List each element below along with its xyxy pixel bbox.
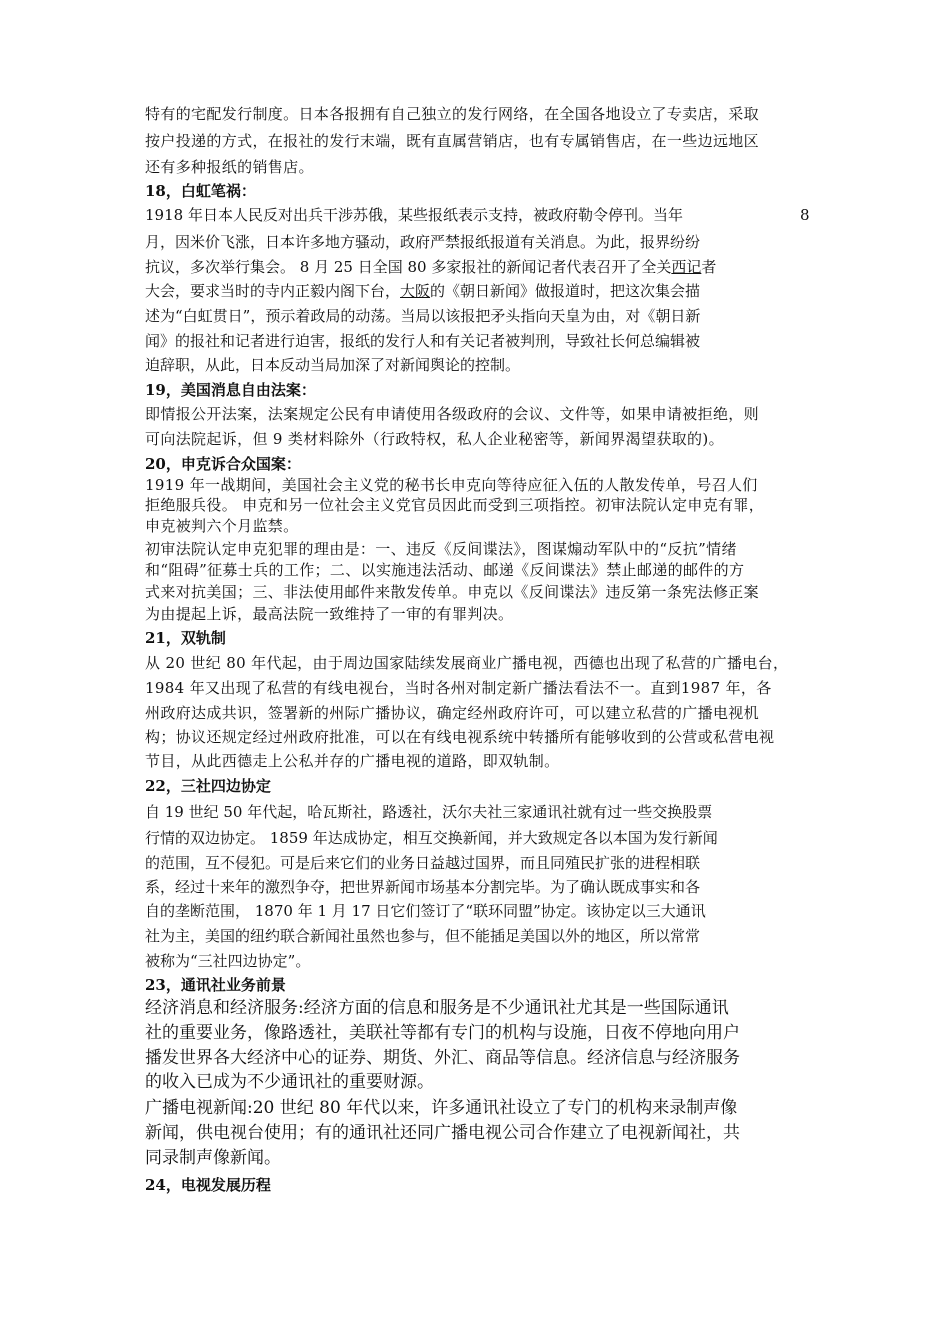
section-heading-20: 20，申克诉合众国案： <box>145 455 301 473</box>
text-line: 式来对抗美国；三、非法使用邮件来散发传单。申克以《反间谍法》违反第一条宪法修正案 <box>145 583 760 601</box>
text-fragment: 者 <box>701 258 717 276</box>
text-line: 从 20 世纪 80 年代起，由于周边国家陆续发展商业广播电视，西德也出现了私营的广播电台， <box>145 654 789 672</box>
text-line: 行情的双边协定。 1859 年达成协定，相互交换新闻，并大致规定各以本国为发行新闻 <box>145 829 718 847</box>
section-heading-19: 19，美国消息自由法案： <box>145 381 316 399</box>
text-line: 闻》的报社和记者进行迫害，报纸的发行人和有关记者被判刑，导致社长何总编辑被 <box>145 332 701 350</box>
text-line: 被称为“三社四边协定”。 <box>145 952 311 970</box>
text-line: 的收入已成为不少通讯社的重要财源。 <box>145 1072 434 1092</box>
text-line: 自的垄断范围， 1870 年 1 月 17 日它们签订了“联环同盟”协定。该协定以三大通讯 <box>145 902 706 920</box>
text-line: 节目，从此西德走上公私并存的广播电视的道路，即双轨制。 <box>145 752 560 770</box>
text-fragment: 抗议，多次举行集会。 8 月 25 日全国 80 多家报社的新闻记者代表召开了全关 <box>145 258 672 276</box>
text-fragment: 的《朝日新闻》做报道时，把这次集会描 <box>430 282 701 300</box>
text-line: 按户投递的方式，在报社的发行末端，既有直属营销店，也有专属销售店，在一些边远地区 <box>145 132 760 150</box>
text-line: 州政府达成共识，签署新的州际广播协议，确定经州政府许可，可以建立私营的广播电视机 <box>145 704 760 722</box>
text-line: 8 <box>800 206 810 224</box>
section-heading-22: 22，三社四边协定 <box>145 777 271 795</box>
text-line: 播发世界各大经济中心的证券、期货、外汇、商品等信息。经济信息与经济服务 <box>145 1048 740 1068</box>
section-heading-24: 24，电视发展历程 <box>145 1176 271 1194</box>
text-line: 申克被判六个月监禁。 <box>145 517 299 535</box>
text-line: 述为“白虹贯日”，预示着政局的动荡。当局以该报把矛头指向天皇为由，对《朝日新 <box>145 307 701 325</box>
text-line: 新闻，供电视台使用；有的通讯社还同广播电视公司合作建立了电视新闻社，共 <box>145 1123 740 1143</box>
text-line <box>145 257 716 277</box>
underlined-text: 西记 <box>671 258 702 276</box>
text-line: 月，因米价飞涨，日本许多地方骚动，政府严禁报纸报道有关消息。为此，报界纷纷 <box>145 233 701 251</box>
text-line: 拒绝服兵役。 申克和另一位社会主义党官员因此而受到三项指控。初审法院认定申克有罪， <box>145 496 765 514</box>
text-line: 可向法院起诉，但 9 类材料除外（行政特权，私人企业秘密等，新闻界渴望获取的)。 <box>145 430 724 448</box>
text-fragment: 大会，要求当时的寺内正毅内阁下台， <box>145 282 401 300</box>
text-line: 同录制声像新闻。 <box>145 1148 281 1168</box>
text-line: 社为主，美国的纽约联合新闻社虽然也参与，但不能插足美国以外的地区，所以常常 <box>145 927 701 945</box>
text-line: 还有多种报纸的销售店。 <box>145 158 314 176</box>
text-line: 的范围，互不侵犯。可是后来它们的业务日益越过国界，而且同殖民扩张的进程相联 <box>145 854 701 872</box>
text-line: 构；协议还规定经过州政府批准，可以在有线电视系统中转播所有能够收到的公营或私营电视 <box>145 728 775 746</box>
text-line: 迫辞职，从此，日本反动当局加深了对新闻舆论的控制。 <box>145 356 521 374</box>
text-line: 自 19 世纪 50 年代起，哈瓦斯社，路透社，沃尔夫社三家通讯社就有过一些交换股票 <box>145 803 713 821</box>
text-line: 社的重要业务，像路透社，美联社等都有专门的机构与设施，日夜不停地向用户 <box>145 1023 740 1043</box>
text-line: 经济消息和经济服务:经济方面的信息和服务是不少通讯社尤其是一些国际通讯 <box>145 998 729 1018</box>
text-line: 系，经过十来年的激烈争夺，把世界新闻市场基本分割完毕。为了确认既成事实和各 <box>145 878 701 896</box>
text-line <box>145 281 700 301</box>
section-heading-18: 18，白虹笔祸： <box>145 182 256 200</box>
text-line: 和“阻碍”征募士兵的工作；二、以实施违法活动、邮递《反间谍法》禁止邮递的邮件的方 <box>145 561 745 579</box>
text-line: 1918 年日本人民反对出兵干涉苏俄，某些报纸表示支持，被政府勒令停刊。当年 <box>145 206 683 224</box>
text-line: 初审法院认定申克犯罪的理由是：一、违反《反间谍法》，图谋煽动军队中的“反抗”情绪 <box>145 540 737 558</box>
text-line: 1919 年一战期间，美国社会主义党的秘书长申克向等待应征入伍的人散发传单，号召人们 <box>145 476 758 494</box>
text-line: 即情报公开法案，法案规定公民有申请使用各级政府的会议、文件等，如果申请被拒绝，则 <box>145 405 760 423</box>
text-line: 1984 年又出现了私营的有线电视台，当时各州对制定新广播法看法不一。直到1987 年，各 <box>145 679 772 697</box>
underlined-text: 大阪 <box>400 282 431 300</box>
section-heading-21: 21，双轨制 <box>145 629 226 647</box>
section-heading-23: 23，通讯社业务前景 <box>145 976 286 994</box>
text-line: 特有的宅配发行制度。日本各报拥有自己独立的发行网络，在全国各地设立了专卖店，采取 <box>145 105 760 123</box>
text-line: 广播电视新闻:20 世纪 80 年代以来，许多通讯社设立了专门的机构来录制声像 <box>145 1098 738 1118</box>
text-line: 为由提起上诉，最高法院一致维持了一审的有罪判决。 <box>145 605 514 623</box>
